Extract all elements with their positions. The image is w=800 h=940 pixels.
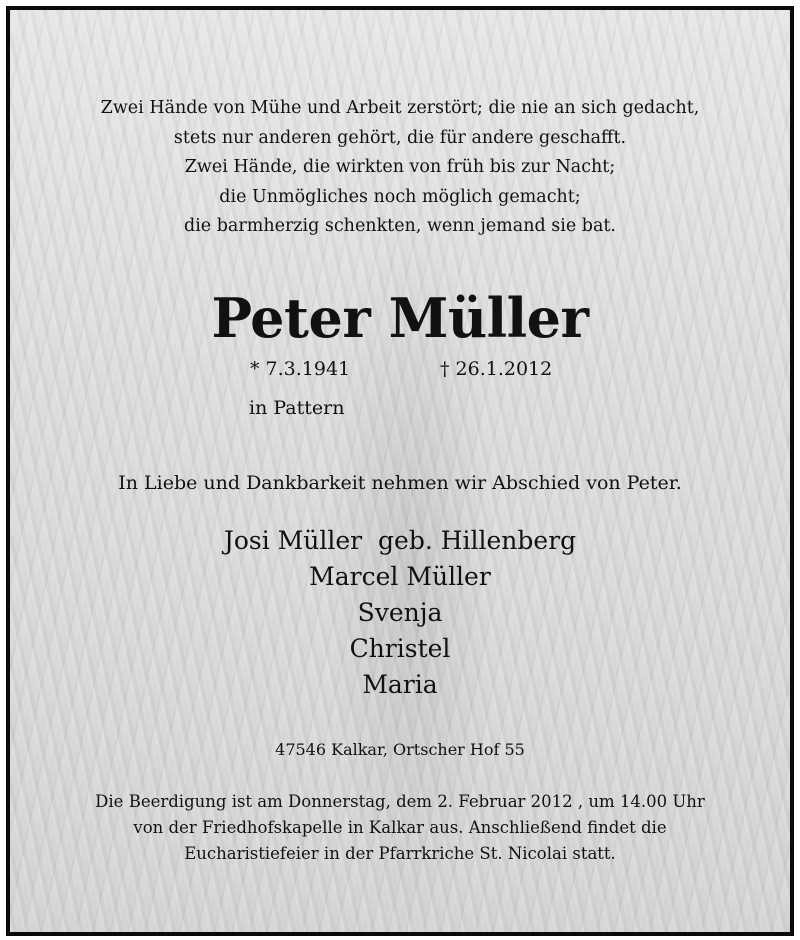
poem-line: stets nur anderen gehört, die für andere geschafft. xyxy=(173,127,627,148)
family-address: 47546 Kalkar, Ortscher Hof 55 xyxy=(275,740,525,759)
family-member: Josi Müller geb. Hillenberg xyxy=(223,526,577,555)
funeral-line: von der Friedhofskapelle in Kalkar aus. Anschließend findet die xyxy=(133,818,667,837)
poem-line: Zwei Hände von Mühe und Arbeit zerstört; die nie an sich gedacht, xyxy=(100,98,700,118)
funeral-line: Eucharistiefeier in der Pfarrkriche St. Nicolai statt. xyxy=(184,844,616,863)
family-member: Christel xyxy=(349,634,451,663)
poem-line: die barmherzig schenkten, wenn jemand sie bat. xyxy=(184,216,616,236)
farewell-message: In Liebe und Dankbarkeit nehmen wir Abschied von Peter. xyxy=(118,472,682,494)
family-member: Maria xyxy=(362,670,438,699)
poem-line: die Unmögliches noch möglich gemacht; xyxy=(219,186,581,207)
family-list xyxy=(10,523,790,703)
deceased-name: Peter Müller xyxy=(211,286,589,350)
birth-date: * 7.3.1941 xyxy=(250,358,351,380)
family-member: Svenja xyxy=(357,598,443,627)
memorial-poem xyxy=(10,94,790,242)
poem-line: Zwei Hände, die wirkten von früh bis zur Nacht; xyxy=(184,157,616,177)
funeral-line: Die Beerdigung ist am Donnerstag, dem 2. Februar 2012 , um 14.00 Uhr xyxy=(95,792,705,811)
birthplace: in Pattern xyxy=(249,397,345,419)
obituary-notice xyxy=(6,6,794,936)
family-member: Marcel Müller xyxy=(309,562,491,591)
funeral-details xyxy=(10,789,790,867)
death-date: † 26.1.2012 xyxy=(440,358,553,380)
